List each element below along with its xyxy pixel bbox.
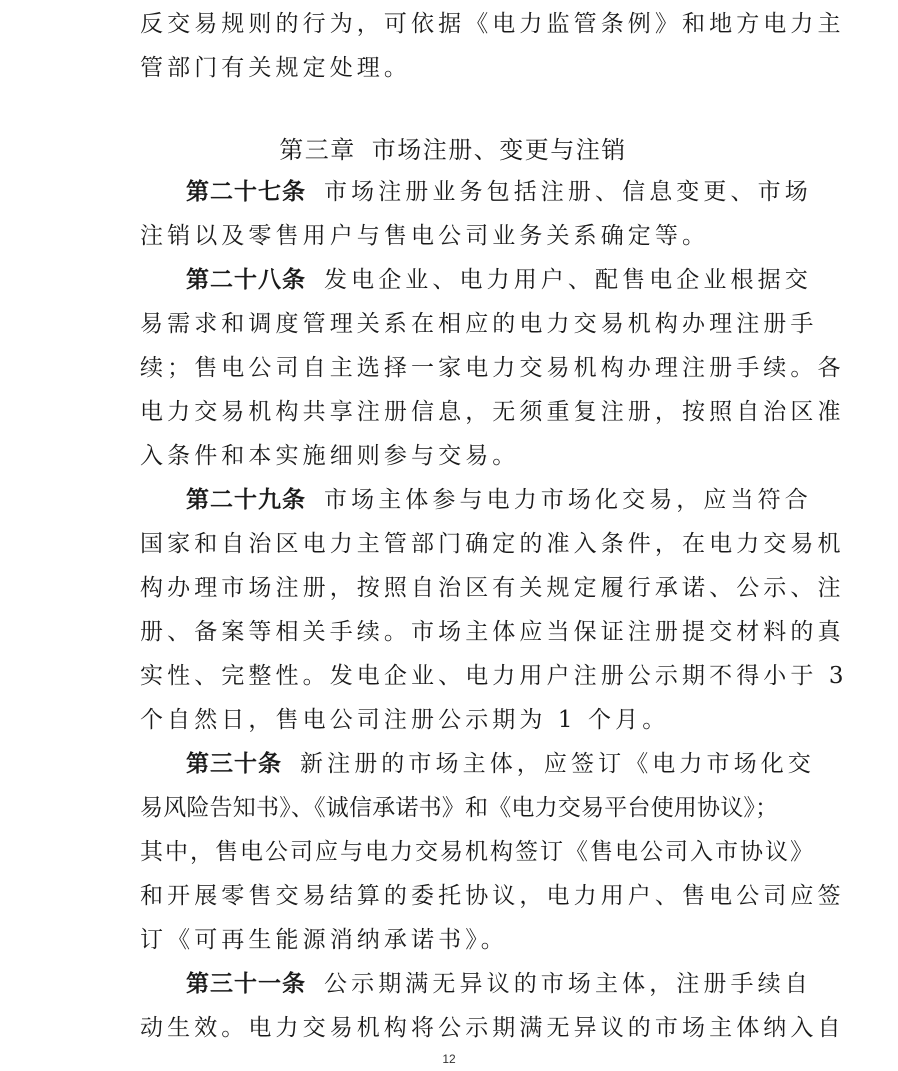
chapter-number: 第三章	[279, 136, 356, 164]
article-label: 第三十条	[186, 751, 282, 777]
article-28-first-line	[186, 265, 812, 295]
article-30-line: 和开展零售交易结算的委托协议，电力用户、售电公司应签	[140, 883, 845, 909]
article-31-first-line	[186, 969, 812, 999]
article-30-line: 订《可再生能源消纳承诺书》。	[140, 927, 508, 953]
article-label: 第二十九条	[186, 487, 306, 513]
article-text: 市场注册业务包括注册、信息变更、市场	[324, 179, 812, 205]
prev-paragraph-line: 反交易规则的行为，可依据《电力监管条例》和地方电力主	[140, 11, 845, 37]
article-label: 第二十八条	[186, 267, 306, 293]
article-28-line: 入条件和本实施细则参与交易。	[140, 443, 520, 469]
article-29-line: 构办理市场注册，按照自治区有关规定履行承诺、公示、注	[140, 575, 845, 601]
article-30-line: 易风险告知书》、《诚信承诺书》和《电力交易平台使用协议》；	[140, 795, 779, 821]
article-29-line: 实性、完整性。发电企业、电力用户注册公示期不得小于 3	[140, 663, 848, 689]
chapter-heading	[140, 134, 766, 166]
article-29-line: 个自然日，售电公司注册公示期为 1 个月。	[140, 707, 670, 733]
article-28-line: 易需求和调度管理关系在相应的电力交易机构办理注册手	[140, 311, 818, 337]
article-30-line: 其中，售电公司应与电力交易机构签订《售电公司入市协议》	[140, 839, 815, 865]
article-label: 第二十七条	[186, 179, 306, 205]
page-number: 12	[442, 1052, 456, 1066]
article-27-line: 注销以及零售用户与售电公司业务关系确定等。	[140, 223, 710, 249]
article-28-line: 续；售电公司自主选择一家电力交易机构办理注册手续。各	[140, 355, 845, 381]
article-label: 第三十一条	[186, 971, 306, 997]
article-31-line: 动生效。电力交易机构将公示期满无异议的市场主体纳入自	[140, 1015, 845, 1041]
article-text: 新注册的市场主体，应签订《电力市场化交	[300, 751, 815, 777]
article-30-first-line	[186, 749, 815, 779]
article-29-line: 册、备案等相关手续。市场主体应当保证注册提交材料的真	[140, 619, 845, 645]
article-text: 发电企业、电力用户、配售电企业根据交	[324, 267, 812, 293]
article-29-line: 国家和自治区电力主管部门确定的准入条件，在电力交易机	[140, 531, 845, 557]
chapter-title: 市场注册、变更与注销	[371, 136, 627, 164]
article-27-first-line	[186, 177, 812, 207]
article-text: 市场主体参与电力市场化交易，应当符合	[324, 487, 812, 513]
article-text: 公示期满无异议的市场主体，注册手续自	[324, 971, 812, 997]
article-29-first-line	[186, 485, 812, 515]
prev-paragraph-line: 管部门有关规定处理。	[140, 55, 411, 81]
article-28-line: 电力交易机构共享注册信息，无须重复注册，按照自治区准	[140, 399, 845, 425]
